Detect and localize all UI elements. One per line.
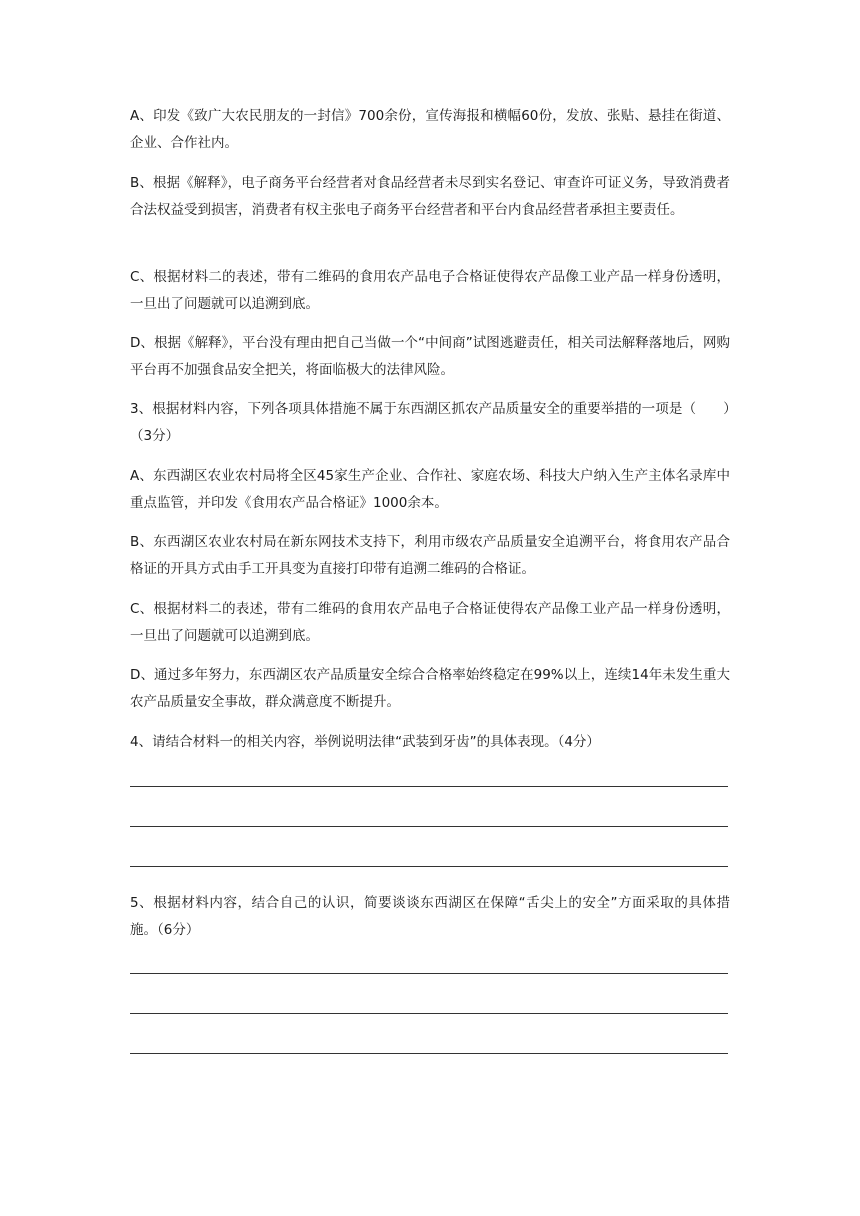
option-b-q2: B、根据《解释》，电子商务平台经营者对食品经营者未尽到实名登记、审查许可证义务，导致消费者合法权益受到损害，消费者有权主张电子商务平台经营者和平台内食品经营者承担主要责任。	[130, 175, 730, 218]
answer-line-q5-3[interactable]	[130, 1053, 728, 1054]
answer-line-q4-1[interactable]	[130, 786, 728, 787]
question-4: 4、请结合材料一的相关内容，举例说明法律“武装到牙齿”的具体表现。（4分）	[130, 734, 600, 750]
question-5: 5、根据材料内容，结合自己的认识，简要谈谈东西湖区在保障“舌尖上的安全”方面采取的具体措施。（6分）	[130, 895, 730, 938]
option-d-q2: D、根据《解释》，平台没有理由把自己当做一个“中间商”试图逃避责任，相关司法解释落地后，网购平台再不加强食品安全把关，将面临极大的法律风险。	[130, 335, 730, 378]
option-a-q3: A、东西湖区农业农村局将全区45家生产企业、合作社、家庭农场、科技大户纳入生产主体名录库中重点监管，并印发《食用农产品合格证》1000余本。	[130, 468, 730, 511]
question-3: 3、根据材料内容，下列各项具体措施不属于东西湖区抓农产品质量安全的重要举措的一项是（ ）（3分）	[130, 401, 730, 444]
answer-line-q4-2[interactable]	[130, 826, 728, 827]
answer-line-q5-1[interactable]	[130, 973, 728, 974]
option-c-q2: C、根据材料二的表述，带有二维码的食用农产品电子合格证使得农产品像工业产品一样身份透明，一旦出了问题就可以追溯到底。	[130, 269, 730, 312]
option-a-q2: A、印发《致广大农民朋友的一封信》700余份，宣传海报和横幅60份，发放、张贴、悬挂在街道、企业、合作社内。	[130, 108, 730, 151]
option-d-q3: D、通过多年努力，东西湖区农产品质量安全综合合格率始终稳定在99%以上，连续14年未发生重大农产品质量安全事故，群众满意度不断提升。	[130, 667, 730, 710]
answer-line-q5-2[interactable]	[130, 1013, 728, 1014]
answer-line-q4-3[interactable]	[130, 866, 728, 867]
option-c-q3: C、根据材料二的表述，带有二维码的食用农产品电子合格证使得农产品像工业产品一样身份透明，一旦出了问题就可以追溯到底。	[130, 601, 730, 644]
option-b-q3: B、东西湖区农业农村局在新东网技术支持下，利用市级农产品质量安全追溯平台，将食用农产品合格证的开具方式由手工开具变为直接打印带有追溯二维码的合格证。	[130, 534, 730, 577]
